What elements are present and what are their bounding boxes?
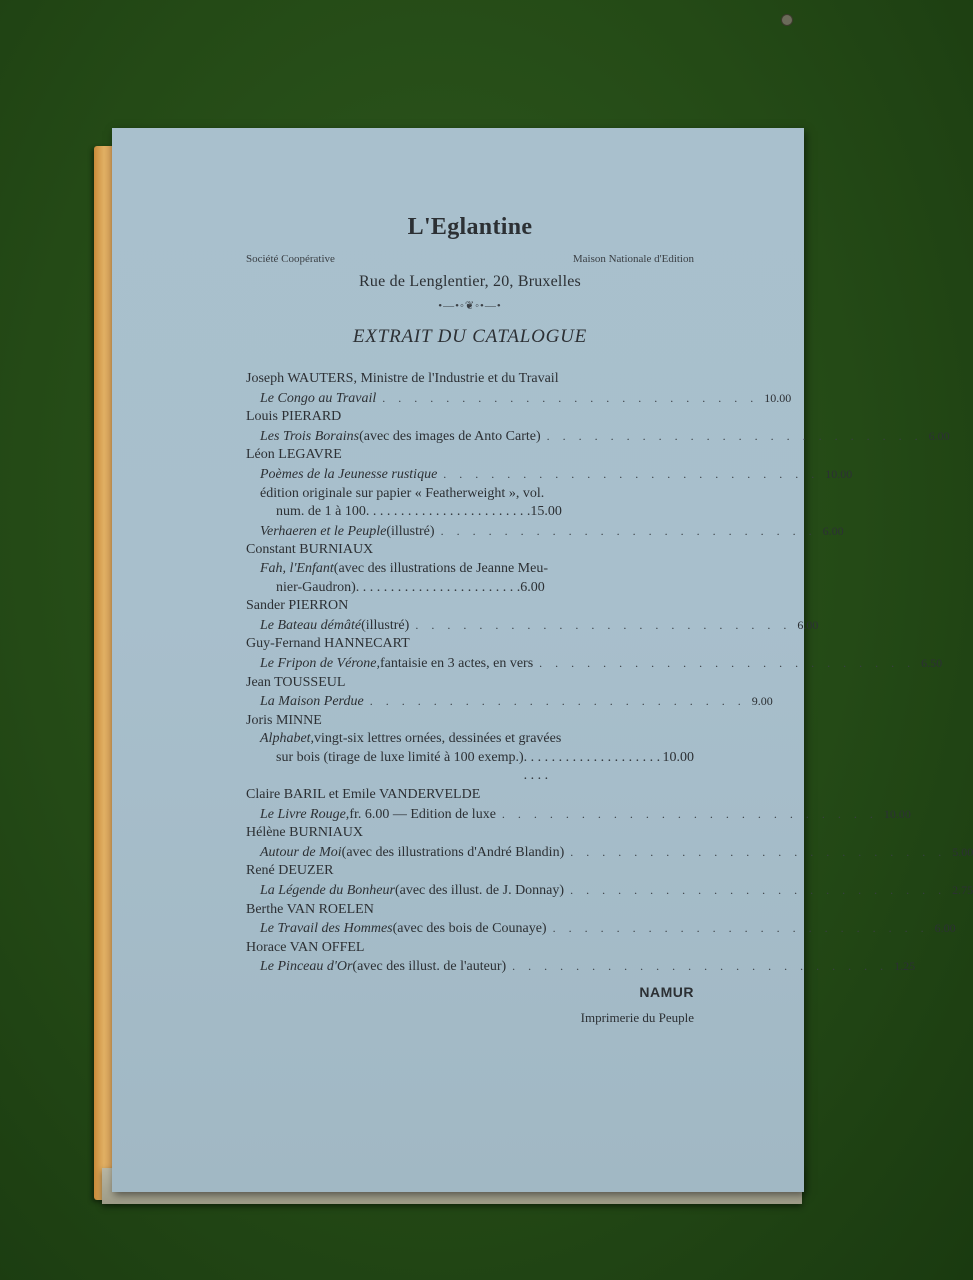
work-line xyxy=(246,730,694,749)
work-note: édition originale sur papier « Featherweight », vol. xyxy=(260,485,545,501)
work-note: (avec des illustrations de Jeanne Meu- xyxy=(333,560,548,576)
work-title: Alphabet, xyxy=(260,731,315,747)
author-line: Joseph WAUTERS, Ministre de l'Industrie et du Travail xyxy=(246,371,559,386)
work-line xyxy=(246,919,956,939)
leader-dots: . . . . . . . . . . . . . . . . . . . . . . . . xyxy=(512,959,889,974)
author-line: Berthe VAN ROELEN xyxy=(246,901,374,917)
publisher-subline xyxy=(246,253,694,265)
work-line xyxy=(246,503,694,522)
work-note: nier-Gaudron) xyxy=(276,579,356,595)
publisher-address: Rue de Lenglentier, 20, Bruxelles xyxy=(359,273,581,290)
work-price: 10.00 xyxy=(662,749,694,765)
work-note: num. de 1 à 100 xyxy=(276,504,366,520)
imprint-block xyxy=(552,984,694,1026)
back-cover-page xyxy=(112,128,973,1192)
work-line xyxy=(246,692,773,712)
work-note: fr. 6.00 — Edition de luxe xyxy=(349,806,496,822)
work-line xyxy=(246,579,694,598)
work-line xyxy=(246,957,916,977)
leader-dots: . . . . . . . . . . . . . . . . . . . . . . . . xyxy=(570,883,947,898)
leader-dots: . . . . . . . . . . . . . . . . . . . . . . . . xyxy=(415,617,792,632)
imprint-printer: Imprimerie du Peuple xyxy=(580,1010,694,1025)
catalogue-entries xyxy=(246,370,973,977)
work-price: 6.00 xyxy=(934,921,956,936)
work-price: 10.00 xyxy=(825,466,853,481)
work-title: Le Livre Rouge, xyxy=(260,806,350,822)
leader-dots: . . . . . . . . . . . . . . . . . . . . . . . . xyxy=(365,504,531,520)
leader-dots: . . . . . . . . . . . . . . . . . . . . . . . . xyxy=(552,921,929,936)
work-title: La Légende du Bonheur xyxy=(260,883,395,899)
work-note: vingt-six lettres ornées, dessinées et gravées xyxy=(314,731,562,747)
catalogue-content xyxy=(246,214,973,977)
author-line: Guy-Fernand HANNECART xyxy=(246,636,410,652)
work-line xyxy=(246,654,943,674)
work-price: 5.00 xyxy=(952,844,973,859)
leader-dots: . . . . . . . . . . . . . . . . . . . . . . . . xyxy=(369,694,746,709)
work-line xyxy=(246,427,950,447)
work-price: 9.00 xyxy=(751,694,773,709)
background-pin xyxy=(781,14,793,26)
work-price: 6.50 xyxy=(921,655,943,670)
work-line xyxy=(246,843,973,863)
author-line: Jean TOUSSEUL xyxy=(246,674,346,690)
publisher-title: L'Eglantine xyxy=(407,214,533,240)
work-price: 1.25 xyxy=(894,959,916,974)
work-price: 15.00 xyxy=(530,504,562,520)
edition-house-label: Maison Nationale d'Edition xyxy=(572,253,694,265)
leader-dots: . . . . . . . . . . . . . . . . . . . . . . . . xyxy=(355,579,521,595)
work-note: (avec des bois de Counaye) xyxy=(392,921,547,937)
work-price: 6.00 xyxy=(520,579,545,595)
leader-dots: . . . . . . . . . . . . . . . . . . . . . . . . xyxy=(523,749,661,784)
work-line xyxy=(246,881,973,901)
author-line: Constant BURNIAUX xyxy=(246,542,374,558)
work-line xyxy=(246,522,844,542)
work-note: (illustré) xyxy=(386,523,435,539)
work-line xyxy=(246,389,792,409)
work-price: 6.00 xyxy=(822,523,844,538)
work-note: (avec des illust. de J. Donnay) xyxy=(394,883,565,899)
work-line xyxy=(246,749,694,786)
imprint-city: NAMUR xyxy=(639,984,694,1000)
ornament-divider: •—•◦❦◦•—• xyxy=(438,300,502,312)
leader-dots: . . . . . . . . . . . . . . . . . . . . . . . . xyxy=(440,523,817,538)
work-title: Le Fripon de Vérone, xyxy=(260,655,381,671)
work-title: Fah, l'Enfant xyxy=(260,560,334,576)
author-line: Joris MINNE xyxy=(246,712,322,728)
work-note: (avec des illustrations d'André Blandin) xyxy=(341,844,565,860)
work-note: sur bois (tirage de luxe limité à 100 exemp.) xyxy=(276,749,524,765)
work-title: Le Travail des Hommes xyxy=(260,921,393,937)
work-title: Les Trois Borains xyxy=(260,428,360,444)
leader-dots: . . . . . . . . . . . . . . . . . . . . . . . . xyxy=(539,655,916,670)
work-line xyxy=(246,465,853,485)
work-line xyxy=(246,485,694,504)
work-price: 6.00 xyxy=(797,617,819,632)
work-note: (avec des images de Anto Carte) xyxy=(359,428,541,444)
catalogue-title: EXTRAIT DU CATALOGUE xyxy=(352,326,588,347)
work-title: Le Pinceau d'Or xyxy=(260,959,353,975)
author-line: Claire BARIL et Emile VANDERVELDE xyxy=(246,787,481,803)
leader-dots: . . . . . . . . . . . . . . . . . . . . . . . . xyxy=(546,428,923,443)
work-title: Poèmes de la Jeunesse rustique xyxy=(260,466,438,482)
author-line: René DEUZER xyxy=(246,863,334,879)
work-title: Le Bateau démâté xyxy=(260,617,362,633)
work-price: 6.00 xyxy=(928,428,950,443)
leader-dots: . . . . . . . . . . . . . . . . . . . . . . . . xyxy=(501,806,878,821)
work-price: 10.00 xyxy=(764,390,792,405)
work-note: fantaisie en 3 actes, en vers xyxy=(380,655,534,671)
work-title: Verhaeren et le Peuple xyxy=(260,523,387,539)
author-line: Louis PIERARD xyxy=(246,409,342,425)
work-price: 2.75 xyxy=(952,883,973,898)
leader-dots: . . . . . . . . . . . . . . . . . . . . . . . . xyxy=(382,390,759,405)
leader-dots: . . . . . . . . . . . . . . . . . . . . . . . . xyxy=(443,466,820,481)
author-line: Léon LEGAVRE xyxy=(246,447,342,463)
work-title: Autour de Moi xyxy=(260,844,342,860)
work-title: Le Congo au Travail xyxy=(260,390,377,406)
work-note: (avec des illust. de l'auteur) xyxy=(352,959,507,975)
work-title: La Maison Perdue xyxy=(260,694,364,710)
work-line xyxy=(246,560,694,579)
work-price: 10.00 xyxy=(883,806,911,821)
work-note: (illustré) xyxy=(361,617,410,633)
leader-dots: . . . . . . . . . . . . . . . . . . . . . . . . xyxy=(570,844,947,859)
work-line xyxy=(246,616,819,636)
author-line: Horace VAN OFFEL xyxy=(246,939,365,955)
cooperative-label: Société Coopérative xyxy=(246,253,335,265)
author-line: Sander PIERRON xyxy=(246,598,349,614)
author-line: Hélène BURNIAUX xyxy=(246,825,364,841)
work-line xyxy=(246,805,911,825)
